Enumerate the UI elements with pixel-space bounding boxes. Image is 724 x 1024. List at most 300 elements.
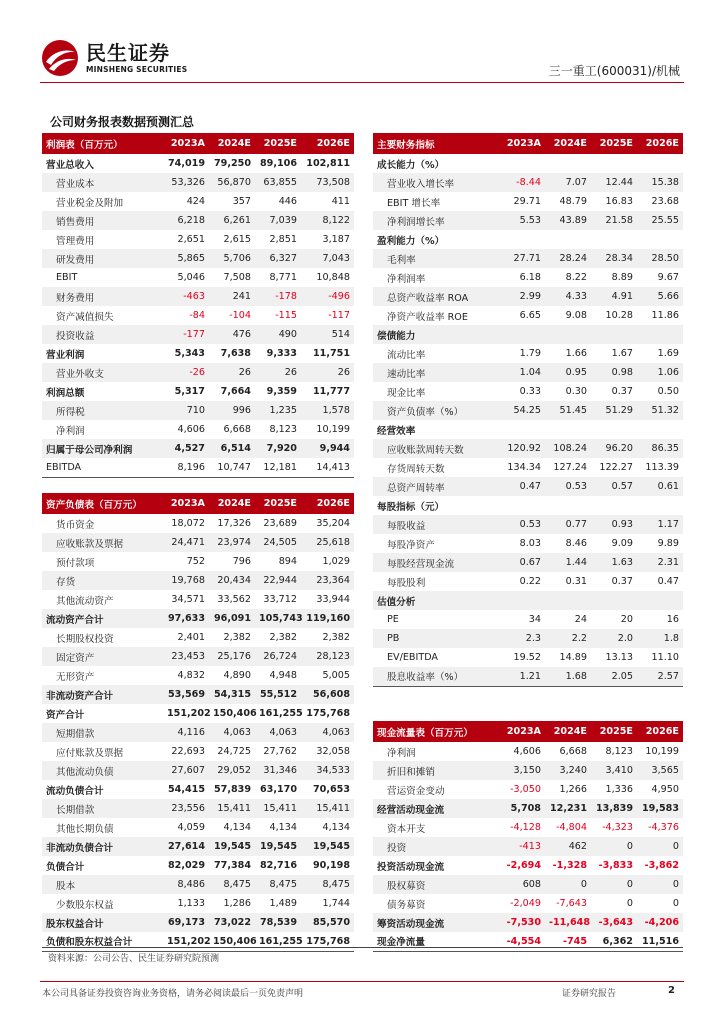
row-value: 9.09 [611,538,633,549]
table-row [42,325,354,344]
year-header: 2023A [499,133,545,154]
row-value: 1.68 [545,667,591,686]
row-value: 70,653 [312,784,350,795]
row-value: 33,562 [217,594,251,605]
table-row [42,401,354,420]
row-value: 5,317 [174,386,205,397]
row-label: 资本开支 [387,823,426,835]
year-header: 2024E [545,721,591,742]
row-label: 营业总收入 [46,159,94,171]
row-label: 负债和股东权益合计 [42,932,163,951]
table-row [42,230,354,249]
row-value: -177 [163,325,209,344]
table-row [373,799,683,818]
row-value: -4,554 [499,932,545,951]
row-value [637,591,683,610]
row-value: 0.47 [499,477,545,496]
row-label: 销售费用 [42,211,163,230]
row-value: 3,410 [591,761,637,780]
row-value [499,496,545,515]
row-value [545,496,591,515]
row-label: 偿债能力 [373,325,499,344]
row-value: 79,250 [213,158,251,169]
table-header-row [42,133,354,154]
row-label: 应付账款及票据 [56,747,124,759]
table-row [42,192,354,211]
table-row [373,591,683,610]
table-row [373,534,683,553]
row-value: 82,716 [259,860,297,871]
row-value: 2,382 [322,632,350,643]
balance-sheet-table [42,493,354,952]
row-value: 122.27 [599,462,633,473]
row-value: -496 [301,287,354,306]
row-label: 现金比率 [387,387,426,399]
row-label: 预付款项 [56,557,95,569]
row-value: 4,116 [163,723,209,742]
row-value: 1.8 [637,629,683,648]
row-value: 134.34 [507,462,541,473]
table-row [373,306,683,325]
row-value: 73,022 [209,913,255,932]
row-value: 26 [209,363,255,382]
row-label: 投资 [373,837,499,856]
year-header: 2024E [209,493,255,514]
table-row [373,742,683,761]
row-value: -7,530 [499,913,545,932]
row-value: 6,218 [163,211,209,230]
row-value: 96.20 [591,439,637,458]
row-label: 盈利能力（%） [377,235,445,247]
row-label: PB [373,629,499,648]
row-value: 119,160 [301,609,354,628]
row-value [637,420,683,439]
row-label: 营业税金及附加 [56,197,124,209]
row-value: 1.69 [657,348,679,359]
row-value: 4,606 [177,424,205,435]
row-value: 19,545 [255,837,301,856]
row-value: 24,471 [163,533,209,552]
row-value: 28,123 [301,647,354,666]
row-value: 26 [255,363,301,382]
row-value: 9,944 [301,439,354,458]
row-value: 5,343 [174,348,205,359]
row-value: -117 [328,310,350,321]
table-row [373,230,683,249]
row-value: 51.32 [637,401,683,420]
row-value: 0.22 [519,576,541,587]
row-value: 2,615 [223,234,251,245]
row-value: -3,643 [591,913,637,932]
row-value: 241 [209,287,255,306]
row-value: 8,771 [269,272,297,283]
table-row [373,818,683,837]
row-value: 0.93 [591,515,637,534]
row-value: 27,607 [163,761,209,780]
row-value: -4,804 [556,822,587,833]
row-label: 资产减值损失 [56,311,114,323]
row-value: 21.58 [591,211,637,230]
row-label: 管理费用 [56,235,95,247]
table-row [373,420,683,439]
table-row [373,875,683,894]
row-value: 5.53 [499,211,545,230]
row-value: 1,744 [322,898,350,909]
table-row [42,685,354,704]
year-header: 2026E [637,721,683,742]
row-value: 4,950 [651,784,679,795]
row-value: 10,199 [316,424,350,435]
row-value: 57,839 [213,784,251,795]
row-label: 应收账款及票据 [42,533,163,552]
row-value: 2.3 [499,629,545,648]
row-value: 120.92 [499,439,545,458]
table-row [42,590,354,609]
row-label: 债务募资 [387,899,426,911]
row-value: 5.66 [637,287,683,306]
row-value: 11,777 [312,386,350,397]
row-value: 1,235 [255,401,301,420]
row-value: 96,091 [209,609,255,628]
row-value: -26 [163,363,209,382]
row-value: 6,327 [255,249,301,268]
table-row [42,856,354,875]
row-value: 14,413 [301,458,354,477]
table-row [373,780,683,799]
row-value: 0.95 [545,363,591,382]
row-label: 净利润 [387,747,416,759]
row-value: 752 [186,556,205,567]
row-value: 0.31 [565,576,587,587]
row-value: 15,411 [255,799,301,818]
row-value: 4,606 [513,746,541,757]
row-value: 514 [301,325,354,344]
table-row [373,572,683,591]
year-header: 2024E [209,133,255,154]
row-value: 5,708 [499,799,545,818]
row-value: 90,198 [312,860,350,871]
table-row [373,154,683,173]
row-value: 608 [499,875,545,894]
row-label: 净资产收益率 ROE [387,311,468,323]
row-value: 69,173 [163,913,209,932]
table-row [373,496,683,515]
row-label: 流动比率 [387,349,426,361]
row-value: -3,050 [510,784,541,795]
row-value: 0.77 [545,515,591,534]
table-title: 利润表（百万元） [42,133,163,154]
row-value: 24 [574,614,587,625]
row-value: 6,362 [591,932,637,951]
row-value: 2.31 [637,553,683,572]
row-value: 2,382 [223,632,251,643]
row-label: EBITDA [42,458,163,477]
row-value: 13,839 [591,799,637,818]
row-value: 5,005 [322,670,350,681]
row-value [591,496,637,515]
table-title: 现金流量表（百万元） [373,721,499,742]
row-value: 11,516 [637,932,683,951]
table-row [373,837,683,856]
row-value: 4,832 [177,670,205,681]
row-value: 7,664 [220,386,251,397]
table-row [42,609,354,628]
table-row [373,363,683,382]
row-label: 少数股东权益 [56,899,114,911]
row-value: -4,376 [648,822,679,833]
row-value: 2.05 [591,667,637,686]
row-value: 446 [278,196,297,207]
row-value: 25,176 [209,647,255,666]
table-row [373,344,683,363]
table-header-row [373,721,683,742]
row-label: 财务费用 [42,287,163,306]
row-value: 20,434 [209,571,255,590]
row-value: 2,382 [269,632,297,643]
row-value [637,496,683,515]
row-value: -3,833 [598,860,633,871]
row-value: 6.18 [519,272,541,283]
table-row [42,287,354,306]
row-label: 利润总额 [46,387,85,399]
row-label: 毛利率 [373,249,499,268]
row-value: 19,545 [209,837,255,856]
row-value: 0.47 [657,576,679,587]
row-value: 8,486 [163,875,209,894]
table-row [42,894,354,913]
row-label: 每股净资产 [387,539,435,551]
table-row [42,666,354,685]
row-value: 8,475 [255,875,301,894]
row-value: 14.89 [559,652,587,663]
row-value: 5,706 [209,249,255,268]
table-row [42,211,354,230]
row-label: 速动比率 [373,363,499,382]
year-header: 2025E [255,133,301,154]
row-value: 8,475 [209,875,255,894]
row-value: -7,643 [556,898,587,909]
row-value: -413 [499,837,545,856]
row-value: 0 [626,898,633,909]
row-value [499,230,545,249]
table-row [42,780,354,799]
table-row [42,439,354,458]
table-row [42,571,354,590]
row-label: 每股经营现金流 [373,553,499,572]
row-label: 固定资产 [42,647,163,666]
logo-english-name: MINSHENG SECURITIES [86,65,188,74]
row-value: 4.91 [591,287,637,306]
table-row [373,932,683,951]
row-label: 非流动负债合计 [42,837,163,856]
row-value: 2,851 [269,234,297,245]
row-value: 0.30 [565,386,587,397]
row-label: 净利润率 [387,273,426,285]
table-row [373,515,683,534]
row-value: 1.66 [565,348,587,359]
table-row [373,458,683,477]
row-value: 0 [591,837,637,856]
page-number: 2 [668,985,675,996]
row-value: 54,415 [167,784,205,795]
row-value: 175,768 [306,708,350,719]
table-row [373,610,683,629]
row-value: -4,206 [637,913,683,932]
row-label: 资产负债率（%） [373,401,499,420]
row-label: 成长能力（%） [377,159,445,171]
row-value: 6,668 [559,746,587,757]
row-value: 28.34 [591,249,637,268]
row-value: 53,326 [163,173,209,192]
row-value: 0.37 [611,576,633,587]
row-value: 0 [672,898,679,909]
row-label: 每股股利 [387,577,426,589]
row-value: -84 [189,310,205,321]
table-row [42,249,354,268]
row-value: 27.71 [499,249,545,268]
table-row [42,647,354,666]
table-row [42,799,354,818]
row-value: 9.89 [657,538,679,549]
row-value: 151,202 [167,708,211,719]
table-row [42,552,354,571]
row-label: 流动负债合计 [46,785,104,797]
row-value: 2.2 [545,629,591,648]
row-value: 0.50 [657,386,679,397]
row-value: 710 [163,401,209,420]
table-row [42,628,354,647]
row-label: 总资产收益率 ROA [373,287,499,306]
table-row [42,382,354,401]
row-label: 投资活动现金流 [377,861,445,873]
row-value: 23,453 [163,647,209,666]
row-value: 4,059 [177,822,205,833]
table-row [373,477,683,496]
row-label: 非流动资产合计 [42,685,163,704]
row-value: 85,570 [301,913,354,932]
logo-chinese-name: 民生证券 [86,41,170,65]
row-value: 16.83 [605,196,633,207]
row-value: -2,049 [510,898,541,909]
row-value: 357 [232,196,251,207]
row-value: 23,974 [209,533,255,552]
row-value: 462 [545,837,591,856]
row-value [637,154,683,173]
row-value: -2,694 [506,860,541,871]
row-value: 16 [666,614,679,625]
row-value: -104 [229,310,251,321]
row-value: 2.0 [591,629,637,648]
row-value: 8,475 [301,875,354,894]
row-value [637,325,683,344]
row-label: 营运资金变动 [387,785,445,797]
row-value: 4,134 [223,822,251,833]
income-statement-table [42,133,354,478]
row-value: 8.89 [611,272,633,283]
row-label: 股本 [42,875,163,894]
row-label: 净利润 [56,425,85,437]
table-row [373,211,683,230]
row-value: 22,944 [255,571,301,590]
table-row [42,268,354,287]
row-value: 9.67 [657,272,679,283]
table-row [373,667,683,686]
row-value [637,230,683,249]
row-value: 0.98 [591,363,637,382]
table-row [42,458,354,477]
row-value: 56,870 [209,173,255,192]
row-value [591,154,637,173]
row-value: 56,608 [301,685,354,704]
row-value: 1.21 [499,667,545,686]
table-row [373,913,683,932]
table-row [373,894,683,913]
table-row [373,287,683,306]
row-value: 3,565 [637,761,683,780]
row-label: 股息收益率（%） [373,667,499,686]
year-header: 2024E [545,133,591,154]
row-label: 股权募资 [373,875,499,894]
row-value: 4,063 [209,723,255,742]
row-label: 估值分析 [373,591,499,610]
row-value: 19,583 [637,799,683,818]
row-value: 89,106 [259,158,297,169]
row-label: EBIT 增长率 [387,197,441,209]
row-value: -8.44 [499,173,545,192]
row-value: 8,123 [605,746,633,757]
row-value: 29,052 [209,761,255,780]
table-title: 资产负债表（百万元） [42,493,163,514]
row-value: 27,762 [263,746,297,757]
row-value: 29.71 [513,196,541,207]
row-value: 105,743 [255,609,301,628]
row-value: 5,046 [177,272,205,283]
header-divider [40,82,684,83]
row-value: 63,170 [259,784,297,795]
source-note: 资料来源：公司公告、民生证券研究院预测 [48,954,220,964]
row-value: 51.45 [545,401,591,420]
row-value: 1,336 [605,784,633,795]
table-row [42,154,354,173]
table-row [42,173,354,192]
row-label: 长期借款 [42,799,163,818]
table-header-row [373,133,683,154]
row-value: 161,255 [259,708,303,719]
table-row [42,420,354,439]
row-value: 1,029 [322,556,350,567]
page-header [0,0,724,90]
row-value: 8,123 [269,424,297,435]
row-value: 1,133 [177,898,205,909]
row-label: 现金净流量 [373,932,499,951]
minsheng-logo [40,38,187,78]
row-value: 1,489 [269,898,297,909]
row-value: 23,364 [301,571,354,590]
row-value: 10.28 [605,310,633,321]
table-row [373,629,683,648]
row-value: 5,865 [163,249,209,268]
row-value [545,154,591,173]
row-value: 19,545 [301,837,354,856]
row-value: -115 [275,310,297,321]
row-value: 1.67 [611,348,633,359]
table-row [373,268,683,287]
row-value: 8.22 [565,272,587,283]
row-value: 1.17 [637,515,683,534]
table-row [373,173,683,192]
row-value: 13.13 [605,652,633,663]
row-value: 161,255 [255,932,301,951]
